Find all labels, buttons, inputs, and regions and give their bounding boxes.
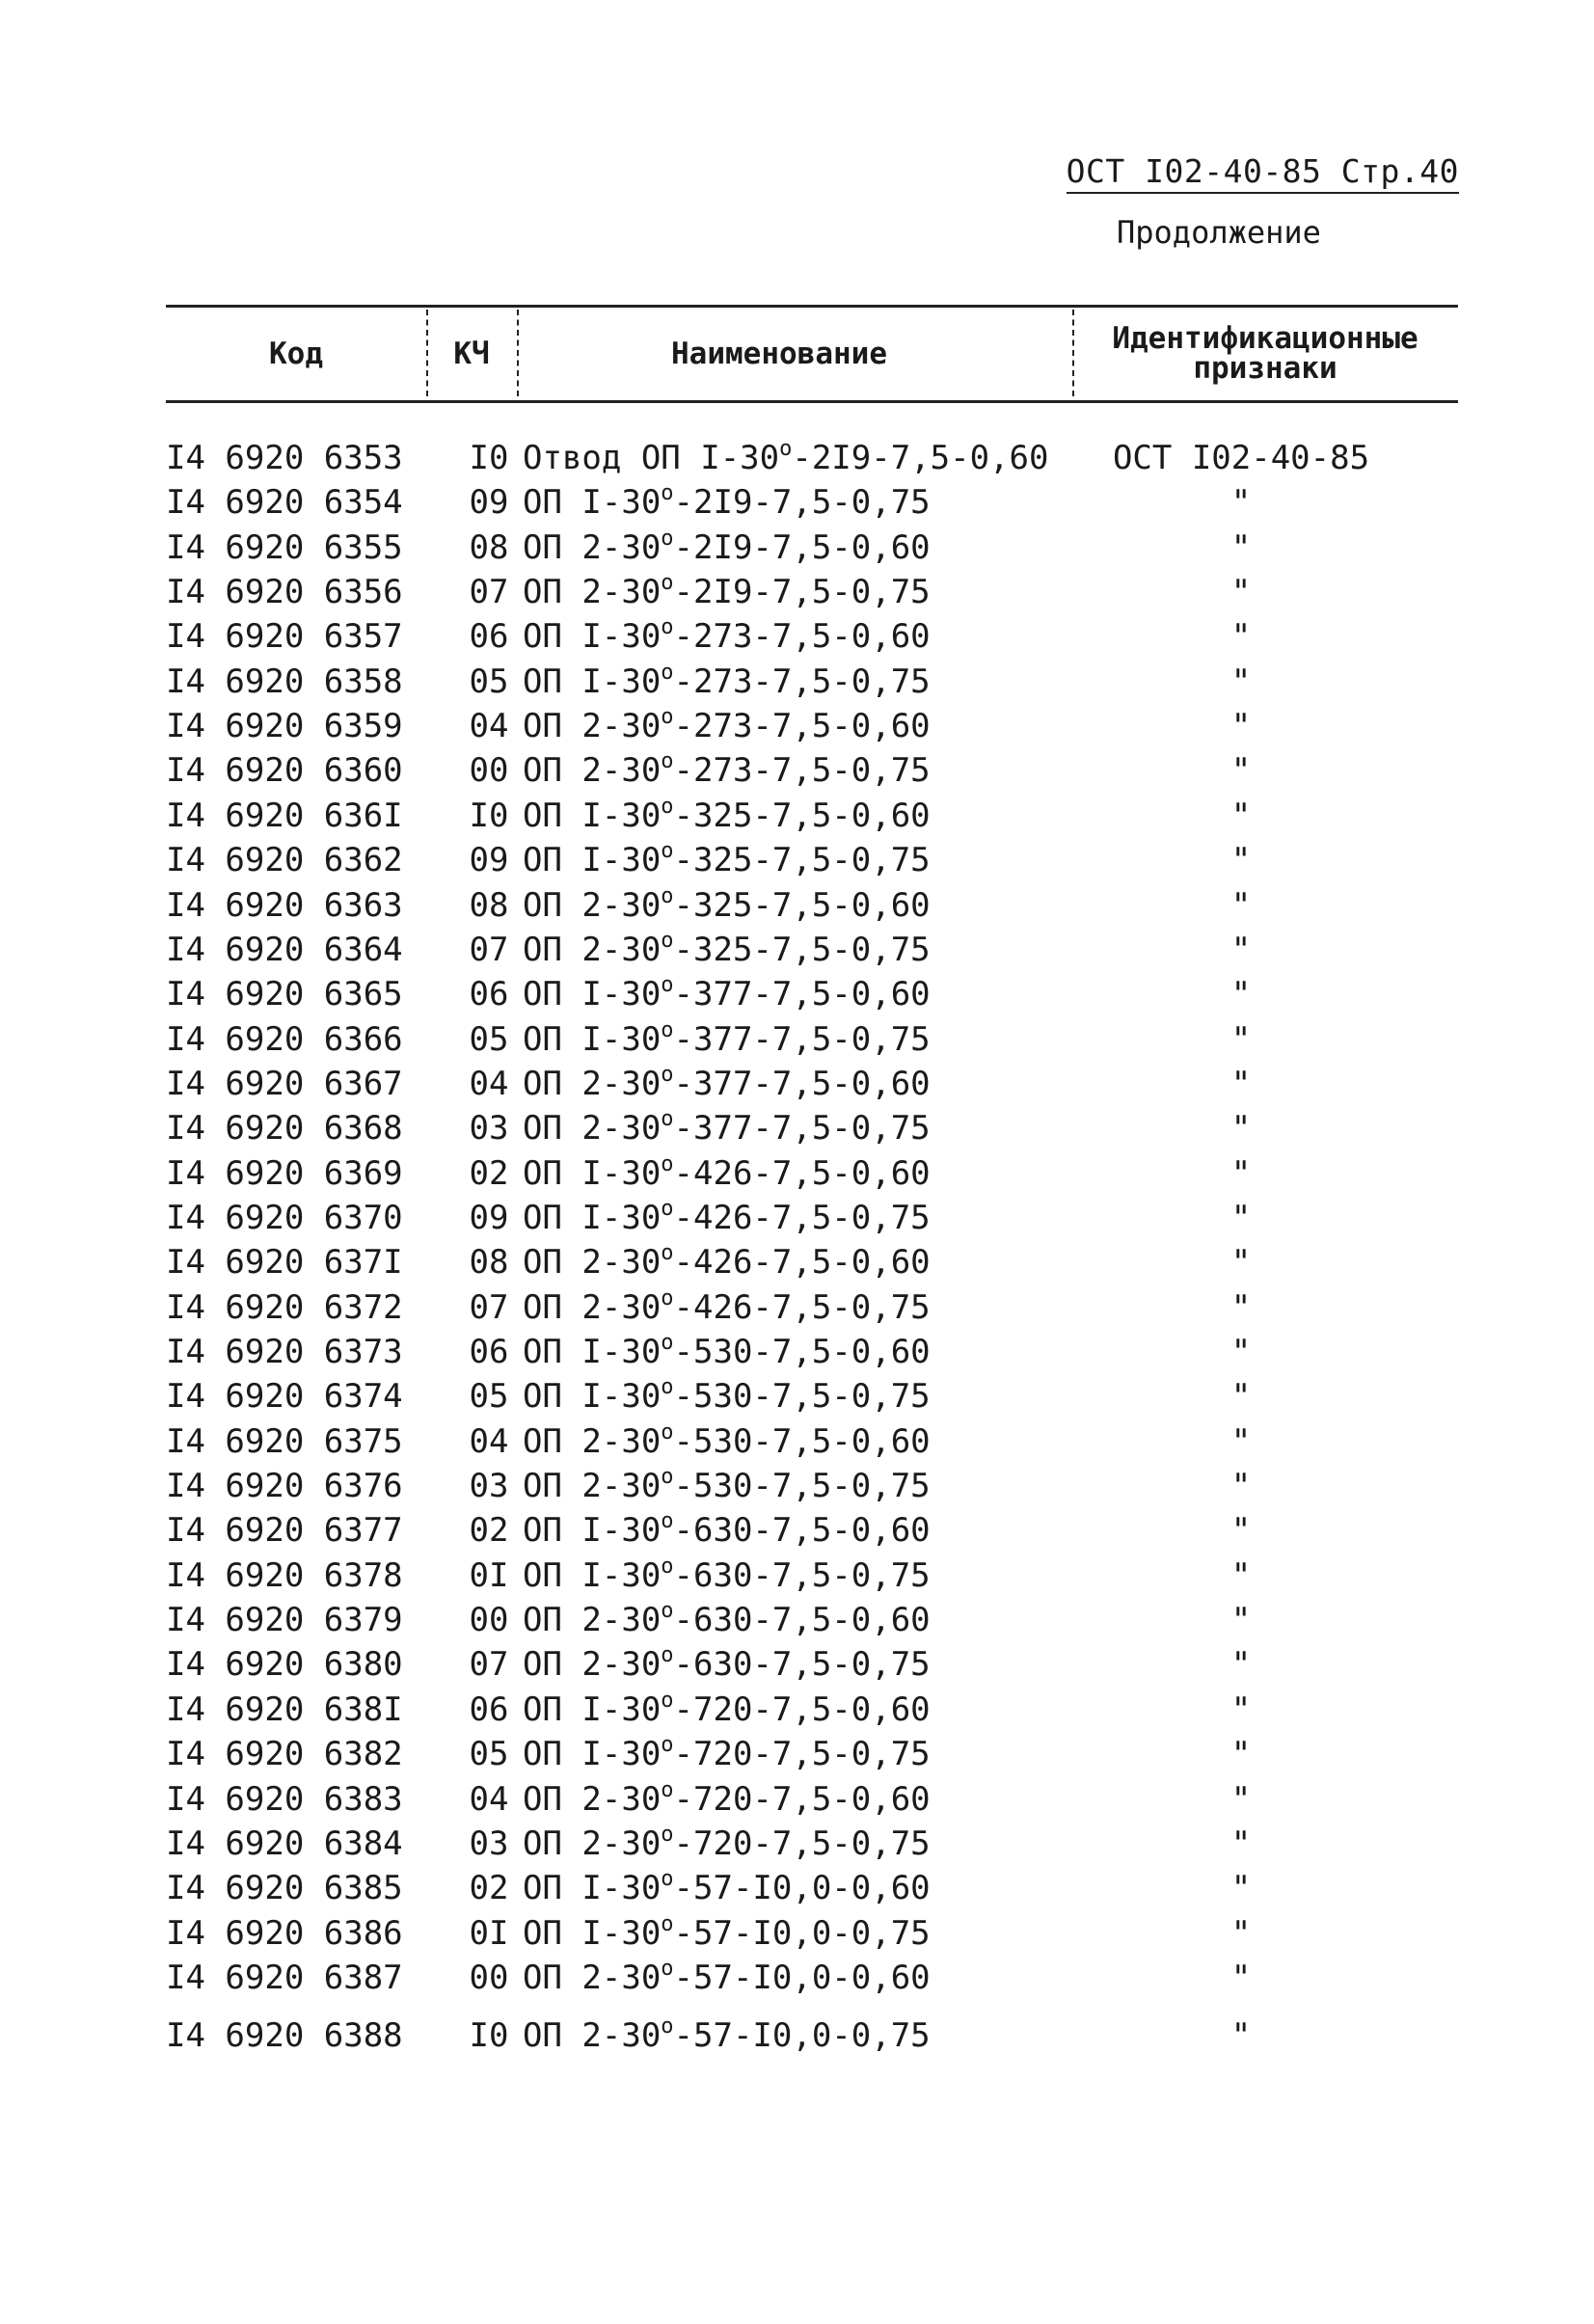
row-name-suffix: -57-I0,0-0,60 [673,1958,931,1997]
row-name-suffix: -377-7,5-0,60 [673,1064,931,1103]
row-name-suffix: -630-7,5-0,75 [673,1645,931,1685]
row-code: I4 6920 6383 [166,1779,403,1819]
row-identification: " [1230,1689,1252,1729]
row-identification: " [1230,751,1252,791]
row-kch: 08 [469,885,509,925]
row-kch: 07 [469,1645,509,1685]
row-name-prefix: ОП I-30 [523,841,662,880]
row-name [523,1956,931,2000]
row-name-suffix: -426-7,5-0,75 [673,1287,931,1327]
row-name-suffix: -273-7,5-0,75 [673,662,931,701]
row-name-prefix: ОП I-30 [523,1198,662,1237]
row-kch: 06 [469,1333,509,1371]
row-name [523,1285,931,1330]
row-name-prefix: ОП I-30 [523,1869,662,1908]
row-name-prefix: ОП I-30 [523,975,662,1014]
row-name [523,1688,931,1732]
row-kch: 06 [469,975,509,1014]
row-name-suffix: -530-7,5-0,60 [673,1333,931,1371]
row-name [523,1240,931,1284]
row-name-prefix: ОП 2-30 [523,1109,662,1148]
row-name-suffix: -2I9-7,5-0,75 [673,483,931,523]
row-kch: 05 [469,1735,509,1774]
row-name-suffix: -57-I0,0-0,75 [673,1913,931,1953]
row-name-suffix: -377-7,5-0,60 [673,975,931,1014]
degree-symbol: о [661,705,674,730]
degree-symbol: о [661,1196,674,1221]
row-name [523,794,931,838]
row-code: I4 6920 6382 [166,1735,403,1774]
row-code: I4 6920 6356 [166,573,403,612]
row-name-prefix: ОП I-30 [523,1377,662,1417]
row-name [523,1554,931,1598]
row-name [523,1419,931,1464]
row-kch: 08 [469,1243,509,1283]
degree-symbol: о [661,1956,674,1981]
row-kch: 0I [469,1555,509,1595]
row-name-suffix: -325-7,5-0,60 [673,885,931,925]
row-code: I4 6920 6377 [166,1511,403,1551]
row-identification: " [1230,1333,1252,1371]
row-name [523,1822,931,1866]
row-kch: I0 [469,2016,509,2056]
row-name-suffix: -426-7,5-0,60 [673,1153,931,1193]
row-kch: 02 [469,1869,509,1908]
row-name-prefix: ОП I-30 [523,1689,662,1729]
row-identification: " [1230,1153,1252,1193]
row-code: I4 6920 6387 [166,1958,403,1997]
row-kch: 07 [469,930,509,969]
row-name [523,1151,931,1196]
row-name-suffix: -630-7,5-0,60 [673,1601,931,1640]
row-code: I4 6920 6370 [166,1198,403,1237]
row-name-suffix: -630-7,5-0,60 [673,1511,931,1551]
row-name-prefix: ОП I-30 [523,1913,662,1953]
row-kch: 04 [469,1779,509,1819]
row-name [523,838,931,882]
row-code: I4 6920 6384 [166,1824,403,1863]
row-name [523,526,931,570]
row-name-suffix: -720-7,5-0,75 [673,1735,931,1774]
row-code: I4 6920 6365 [166,975,403,1014]
row-code: I4 6920 6378 [166,1555,403,1595]
row-name-prefix: ОП 2-30 [523,1779,662,1819]
row-identification: " [1230,1243,1252,1283]
column-divider [1072,310,1074,396]
row-name [523,748,931,793]
row-kch: 04 [469,1421,509,1461]
degree-symbol: о [661,1062,674,1087]
row-kch: 07 [469,1287,509,1327]
row-identification: " [1230,1779,1252,1819]
row-name [523,1062,931,1106]
row-name [523,660,931,704]
row-name [523,436,1048,480]
row-code: I4 6920 6385 [166,1869,403,1908]
row-name-suffix: -273-7,5-0,60 [673,707,931,746]
row-kch: 03 [469,1467,509,1506]
row-kch: 08 [469,527,509,567]
row-name-prefix: ОП 2-30 [523,707,662,746]
degree-symbol: о [661,1554,674,1579]
column-header-kch: КЧ [453,336,490,371]
row-identification: " [1230,1287,1252,1327]
row-name-suffix: -2I9-7,5-0,60 [792,439,1049,477]
row-kch: 02 [469,1511,509,1551]
row-kch: 00 [469,751,509,791]
degree-symbol: о [661,1151,674,1176]
row-code: I4 6920 6375 [166,1421,403,1461]
row-code: I4 6920 6360 [166,751,403,791]
degree-symbol: о [661,973,674,998]
degree-symbol: о [661,2014,674,2040]
row-kch: 05 [469,1377,509,1417]
row-name-prefix: ОП 2-30 [523,1243,662,1283]
row-identification: " [1230,2016,1252,2056]
row-code: I4 6920 6357 [166,617,403,657]
row-kch: 04 [469,707,509,746]
row-kch: 09 [469,1198,509,1237]
row-identification: " [1230,1109,1252,1148]
degree-symbol: о [779,437,793,461]
row-identification: " [1230,573,1252,612]
row-name-prefix: ОП I-30 [523,662,662,701]
degree-symbol: о [661,1465,674,1490]
row-identification: " [1230,1913,1252,1953]
row-name [523,1732,931,1776]
row-kch: 09 [469,841,509,880]
row-code: I4 6920 6379 [166,1601,403,1640]
degree-symbol: о [661,1822,674,1847]
row-name-prefix: ОП 2-30 [523,1601,662,1640]
row-name-suffix: -57-I0,0-0,75 [673,2016,931,2056]
row-code: I4 6920 6388 [166,2016,403,2056]
row-name-prefix: ОП 2-30 [523,1824,662,1863]
row-identification: " [1230,1824,1252,1863]
row-name-prefix: ОП 2-30 [523,573,662,612]
row-code: I4 6920 6368 [166,1109,403,1148]
row-name-prefix: ОП I-30 [523,1511,662,1551]
degree-symbol: о [661,1509,674,1534]
row-name-suffix: -720-7,5-0,75 [673,1824,931,1863]
degree-symbol: о [661,481,674,506]
row-name-prefix: ОП 2-30 [523,1958,662,1997]
row-name [523,1508,931,1553]
row-code: I4 6920 6355 [166,527,403,567]
row-identification: " [1230,1555,1252,1595]
row-name [523,1374,931,1419]
continuation-label: Продолжение [1117,214,1321,251]
row-name [523,1464,931,1508]
row-code: I4 6920 6386 [166,1913,403,1953]
row-code: I4 6920 6354 [166,483,403,523]
row-name [523,570,931,614]
row-name-prefix: ОП 2-30 [523,1287,662,1327]
row-code: I4 6920 6353 [166,439,403,477]
row-name-prefix: ОП I-30 [523,796,662,835]
row-identification: " [1230,975,1252,1014]
row-name [523,1777,931,1822]
row-name-prefix: ОП I-30 [523,1555,662,1595]
row-name-prefix: ОП 2-30 [523,527,662,567]
row-code: I4 6920 6369 [166,1153,403,1193]
row-identification: ОСТ I02-40-85 [1112,439,1370,477]
row-name [523,1330,931,1374]
row-name-prefix: ОП I-30 [523,1735,662,1774]
column-header-id: Идентификационные признаки [1112,321,1418,386]
column-header-name: Наименование [671,336,887,371]
row-code: I4 6920 6366 [166,1019,403,1059]
row-identification: " [1230,483,1252,523]
degree-symbol: о [661,1688,674,1713]
row-name [523,480,931,525]
row-name-prefix: ОП 2-30 [523,1421,662,1461]
row-name-suffix: -325-7,5-0,75 [673,930,931,969]
row-name [523,883,931,928]
row-name [523,1196,931,1240]
row-name-suffix: -325-7,5-0,60 [673,796,931,835]
row-identification: " [1230,1645,1252,1685]
row-kch: 04 [469,1064,509,1103]
row-name-suffix: -630-7,5-0,75 [673,1555,931,1595]
row-name-prefix: ОП 2-30 [523,930,662,969]
row-identification: " [1230,841,1252,880]
row-name-prefix: ОП I-30 [523,1153,662,1193]
row-identification: " [1230,617,1252,657]
degree-symbol: о [661,526,674,551]
degree-symbol: о [661,883,674,908]
row-kch: I0 [469,796,509,835]
row-code: I4 6920 6372 [166,1287,403,1327]
row-name [523,928,931,972]
row-identification: " [1230,1377,1252,1417]
degree-symbol: о [661,1643,674,1668]
row-kch: I0 [469,439,509,477]
row-kch: 07 [469,573,509,612]
degree-symbol: о [661,1911,674,1936]
row-code: I4 6920 6367 [166,1064,403,1103]
row-name-suffix: -273-7,5-0,60 [673,617,931,657]
degree-symbol: о [661,615,674,640]
row-code: I4 6920 6362 [166,841,403,880]
row-kch: 03 [469,1824,509,1863]
row-name-suffix: -377-7,5-0,75 [673,1109,931,1148]
degree-symbol: о [661,1867,674,1892]
row-name-suffix: -377-7,5-0,75 [673,1019,931,1059]
row-name-prefix: ОП 2-30 [523,751,662,791]
row-name-suffix: -273-7,5-0,75 [673,751,931,791]
row-identification: " [1230,1198,1252,1237]
row-name [523,1017,931,1062]
row-name [523,1106,931,1150]
row-name-suffix: -530-7,5-0,75 [673,1377,931,1417]
row-name [523,614,931,659]
row-name-prefix: ОП I-30 [523,617,662,657]
row-code: I4 6920 6363 [166,885,403,925]
row-identification: " [1230,1421,1252,1461]
row-kch: 06 [469,617,509,657]
row-identification: " [1230,662,1252,701]
row-name-suffix: -720-7,5-0,60 [673,1779,931,1819]
row-kch: 09 [469,483,509,523]
row-identification: " [1230,1511,1252,1551]
degree-symbol: о [661,1107,674,1132]
row-name-suffix: -325-7,5-0,75 [673,841,931,880]
row-name [523,1866,931,1910]
row-identification: " [1230,885,1252,925]
row-identification: " [1230,796,1252,835]
row-code: I4 6920 6358 [166,662,403,701]
degree-symbol: о [661,1733,674,1758]
row-kch: 0I [469,1913,509,1953]
row-code: I4 6920 638I [166,1689,403,1729]
row-name-prefix: ОП I-30 [523,1333,662,1371]
row-name-prefix: ОП 2-30 [523,2016,662,2056]
column-header-code: Код [269,336,323,371]
degree-symbol: о [661,1419,674,1445]
degree-symbol: о [661,1777,674,1802]
degree-symbol: о [661,1017,674,1042]
degree-symbol: о [661,1285,674,1311]
row-identification: " [1230,1958,1252,1997]
document-header [1067,152,1459,194]
row-name-prefix: ОП I-30 [523,483,662,523]
degree-symbol: о [661,1331,674,1355]
row-code: I4 6920 6364 [166,930,403,969]
row-code: I4 6920 6374 [166,1377,403,1417]
row-name-suffix: -2I9-7,5-0,75 [673,573,931,612]
row-name [523,704,931,748]
degree-symbol: о [661,660,674,685]
row-kch: 05 [469,662,509,701]
row-identification: " [1230,1064,1252,1103]
row-name [523,1911,931,1956]
row-kch: 02 [469,1153,509,1193]
row-name [523,2013,931,2058]
row-name-suffix: -530-7,5-0,60 [673,1421,931,1461]
row-name-suffix: -426-7,5-0,75 [673,1198,931,1237]
row-name [523,1642,931,1687]
row-code: I4 6920 6376 [166,1467,403,1506]
row-code: I4 6920 6359 [166,707,403,746]
row-kch: 06 [469,1689,509,1729]
row-name-suffix: -57-I0,0-0,60 [673,1869,931,1908]
degree-symbol: о [661,839,674,864]
degree-symbol: о [661,928,674,953]
row-name [523,1598,931,1642]
degree-symbol: о [661,571,674,596]
row-name-prefix: ОП 2-30 [523,1064,662,1103]
row-code: I4 6920 637I [166,1243,403,1283]
row-name-prefix: Отвод ОП I-30 [523,439,780,477]
row-name-suffix: -720-7,5-0,60 [673,1689,931,1729]
row-kch: 00 [469,1958,509,1997]
row-identification: " [1230,1019,1252,1059]
degree-symbol: о [661,1241,674,1266]
row-kch: 05 [469,1019,509,1059]
row-name-prefix: ОП 2-30 [523,1467,662,1506]
row-kch: 00 [469,1601,509,1640]
row-name-suffix: -2I9-7,5-0,60 [673,527,931,567]
degree-symbol: о [661,1375,674,1400]
row-identification: " [1230,1869,1252,1908]
degree-symbol: о [661,749,674,774]
row-name-prefix: ОП 2-30 [523,885,662,925]
row-code: I4 6920 6380 [166,1645,403,1685]
row-identification: " [1230,1735,1252,1774]
row-code: I4 6920 636I [166,796,403,835]
document-id: ОСТ I02-40-85 Стр.40 [1067,152,1459,194]
row-name [523,972,931,1016]
row-name-suffix: -426-7,5-0,60 [673,1243,931,1283]
table-header [166,305,1458,403]
row-kch: 03 [469,1109,509,1148]
row-identification: " [1230,930,1252,969]
row-name-prefix: ОП 2-30 [523,1645,662,1685]
row-identification: " [1230,527,1252,567]
degree-symbol: о [661,1599,674,1624]
row-name-suffix: -530-7,5-0,75 [673,1467,931,1506]
degree-symbol: о [661,794,674,819]
row-identification: " [1230,707,1252,746]
row-name-prefix: ОП I-30 [523,1019,662,1059]
row-identification: " [1230,1467,1252,1506]
row-identification: " [1230,1601,1252,1640]
row-code: I4 6920 6373 [166,1333,403,1371]
